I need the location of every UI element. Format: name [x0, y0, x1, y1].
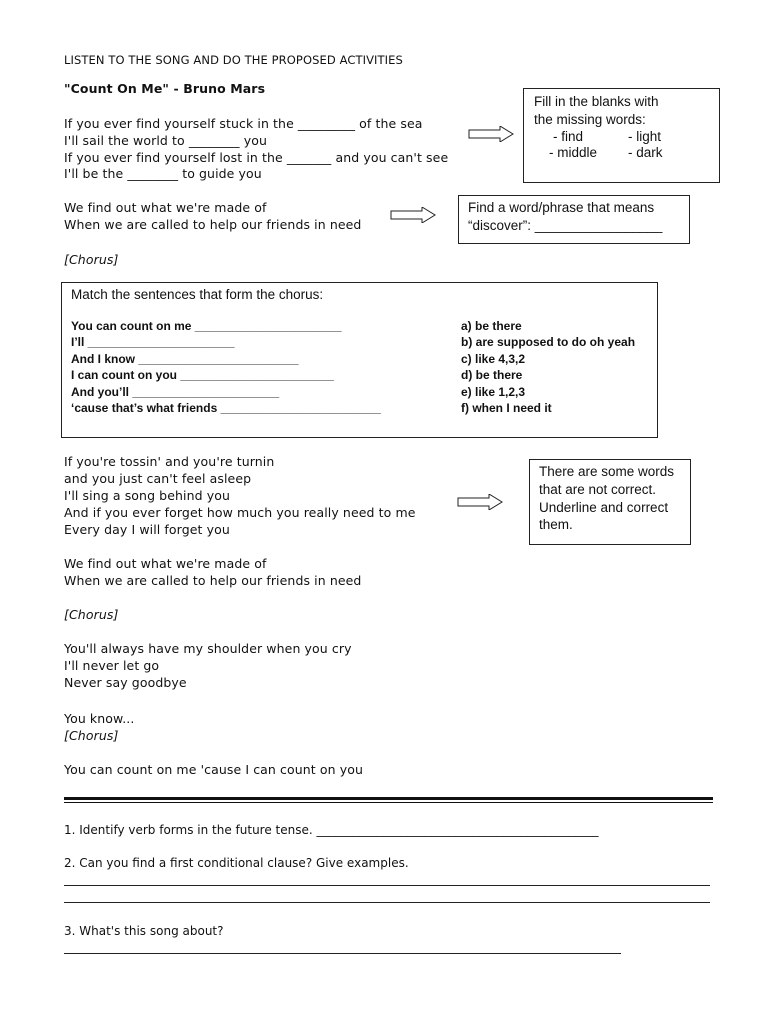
match-right-item: c) like 4,3,2: [461, 352, 526, 366]
match-title: Match the sentences that form the chorus:: [71, 287, 324, 302]
lyric-line: You'll always have my shoulder when you cry: [64, 641, 352, 656]
correct-words-line: There are some words: [539, 464, 675, 479]
word-option: - light: [628, 129, 662, 144]
lyric-line: You know...: [64, 711, 135, 726]
fill-blanks-title-2: the missing words:: [534, 112, 646, 127]
section-divider: [64, 802, 713, 803]
lyric-line: I'll never let go: [64, 658, 160, 673]
question-1: 1. Identify verb forms in the future tense. _______________________________________________: [64, 823, 599, 837]
correct-words-line: them.: [539, 517, 573, 532]
fill-blanks-box: [523, 88, 720, 183]
match-right-item: f) when I need it: [461, 401, 552, 415]
lyric-line: We find out what we're made of: [64, 556, 267, 571]
lyric-line: If you ever find yourself lost in the _______ and you can't see: [64, 150, 449, 165]
lyric-line: I'll sail the world to ________ you: [64, 133, 267, 148]
match-left-item: ‘cause that’s what friends ________________________: [71, 401, 381, 415]
chorus-tag: [Chorus]: [64, 607, 119, 622]
match-chorus-box: [61, 282, 658, 438]
match-right-item: a) be there: [461, 319, 522, 333]
match-left-item: And I know ________________________: [71, 352, 299, 366]
lyric-line: And if you ever forget how much you really need to me: [64, 505, 416, 520]
match-right-item: b) are supposed to do oh yeah: [461, 335, 636, 349]
match-right-item: e) like 1,2,3: [461, 385, 526, 399]
match-left-item: I’ll ______________________: [71, 335, 235, 349]
correct-words-line: Underline and correct: [539, 500, 669, 515]
lyric-line: We find out what we're made of: [64, 200, 267, 215]
discover-line-2: “discover”: _________________: [468, 218, 663, 233]
song-title: "Count On Me" - Bruno Mars: [64, 81, 266, 96]
answer-line: [64, 953, 621, 954]
instructions-heading: LISTEN TO THE SONG AND DO THE PROPOSED ACTIVITIES: [64, 53, 403, 67]
word-option: - middle: [549, 145, 598, 160]
question-3: 3. What's this song about?: [64, 924, 224, 938]
arrow-right-icon: [390, 207, 436, 223]
lyric-line: If you're tossin' and you're turnin: [64, 454, 275, 469]
match-left-item: And you’ll ______________________: [71, 385, 280, 399]
discover-line-1: Find a word/phrase that means: [468, 200, 655, 215]
correct-words-line: that are not correct.: [539, 482, 657, 497]
lyric-line: and you just can't feel asleep: [64, 471, 252, 486]
lyric-line: I'll sing a song behind you: [64, 488, 230, 503]
lyric-line: If you ever find yourself stuck in the _________ of the sea: [64, 116, 423, 131]
match-left-item: I can count on you _______________________: [71, 368, 334, 382]
lyric-line: When we are called to help our friends in need: [64, 573, 362, 588]
lyric-line: Never say goodbye: [64, 675, 187, 690]
lyric-line: I'll be the ________ to guide you: [64, 166, 262, 181]
word-option: - dark: [628, 145, 663, 160]
arrow-right-icon: [457, 494, 503, 510]
section-divider: [64, 797, 713, 800]
chorus-tag: [Chorus]: [64, 252, 119, 267]
arrow-right-icon: [468, 126, 514, 142]
fill-blanks-title-1: Fill in the blanks with: [534, 94, 659, 109]
discover-box: [458, 195, 690, 244]
answer-line: [64, 885, 710, 886]
correct-words-box: [529, 459, 691, 545]
answer-line: [64, 902, 710, 903]
question-2: 2. Can you find a first conditional clause? Give examples.: [64, 856, 409, 870]
match-left-item: You can count on me ______________________: [71, 319, 342, 333]
lyric-line: Every day I will forget you: [64, 522, 230, 537]
match-right-item: d) be there: [461, 368, 523, 382]
lyric-line: When we are called to help our friends in need: [64, 217, 362, 232]
chorus-tag: [Chorus]: [64, 728, 119, 743]
lyric-line: You can count on me 'cause I can count on you: [64, 762, 363, 777]
word-option: - find: [553, 129, 584, 144]
